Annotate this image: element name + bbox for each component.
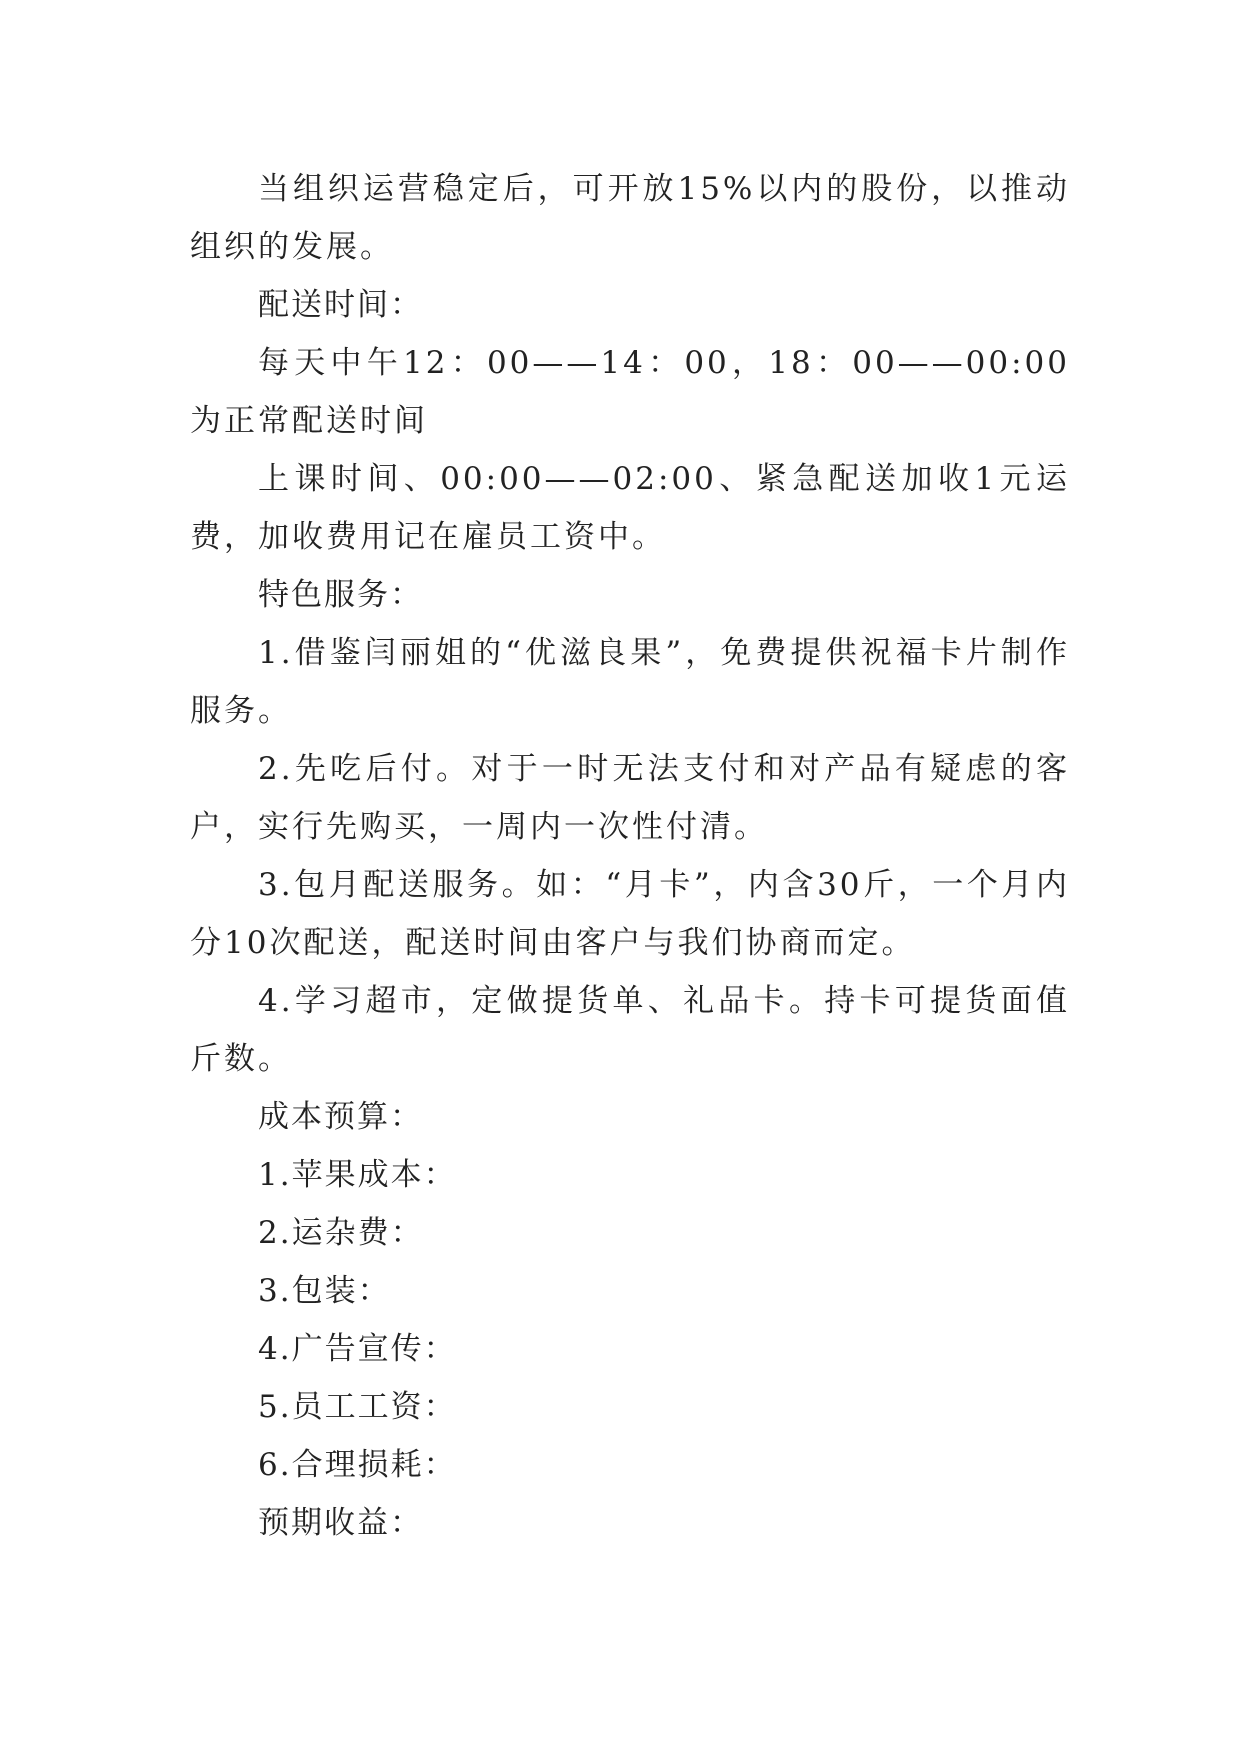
document-body (190, 160, 1070, 1552)
heading-cost-budget: 成本预算： (258, 1099, 423, 1135)
list-item-service-1: 1.借鉴闫丽姐的“优滋良果”，免费提供祝福卡片制作服务。 (190, 635, 1070, 729)
heading-expected-revenue: 预期收益： (258, 1505, 423, 1541)
list-item-cost-6: 6.合理损耗： (258, 1447, 457, 1483)
paragraph-extra-fee: 上课时间、00:00——02:00、紧急配送加收1元运费，加收费用记在雇员工资中。 (190, 461, 1070, 555)
list-item-cost-3: 3.包装： (258, 1273, 391, 1309)
list-item-cost-5: 5.员工工资： (258, 1389, 457, 1425)
list-item-service-4: 4.学习超市，定做提货单、礼品卡。持卡可提货面值斤数。 (190, 983, 1070, 1077)
list-item-service-2: 2.先吃后付。对于一时无法支付和对产品有疑虑的客户，实行先购买，一周内一次性付清。 (190, 751, 1070, 845)
list-item-cost-2: 2.运杂费： (258, 1215, 424, 1251)
heading-special-services: 特色服务： (258, 577, 423, 613)
list-item-service-3: 3.包月配送服务。如：“月卡”，内含30斤，一个月内分10次配送，配送时间由客户与我们协商而定。 (190, 867, 1070, 961)
list-item-cost-4: 4.广告宣传： (258, 1331, 457, 1367)
heading-delivery-time: 配送时间： (258, 287, 423, 323)
paragraph-equity: 当组织运营稳定后，可开放15%以内的股份，以推动组织的发展。 (190, 171, 1070, 265)
paragraph-delivery-hours: 每天中午12：00——14：00，18：00——00:00为正常配送时间 (190, 345, 1070, 439)
list-item-cost-1: 1.苹果成本： (258, 1157, 457, 1193)
